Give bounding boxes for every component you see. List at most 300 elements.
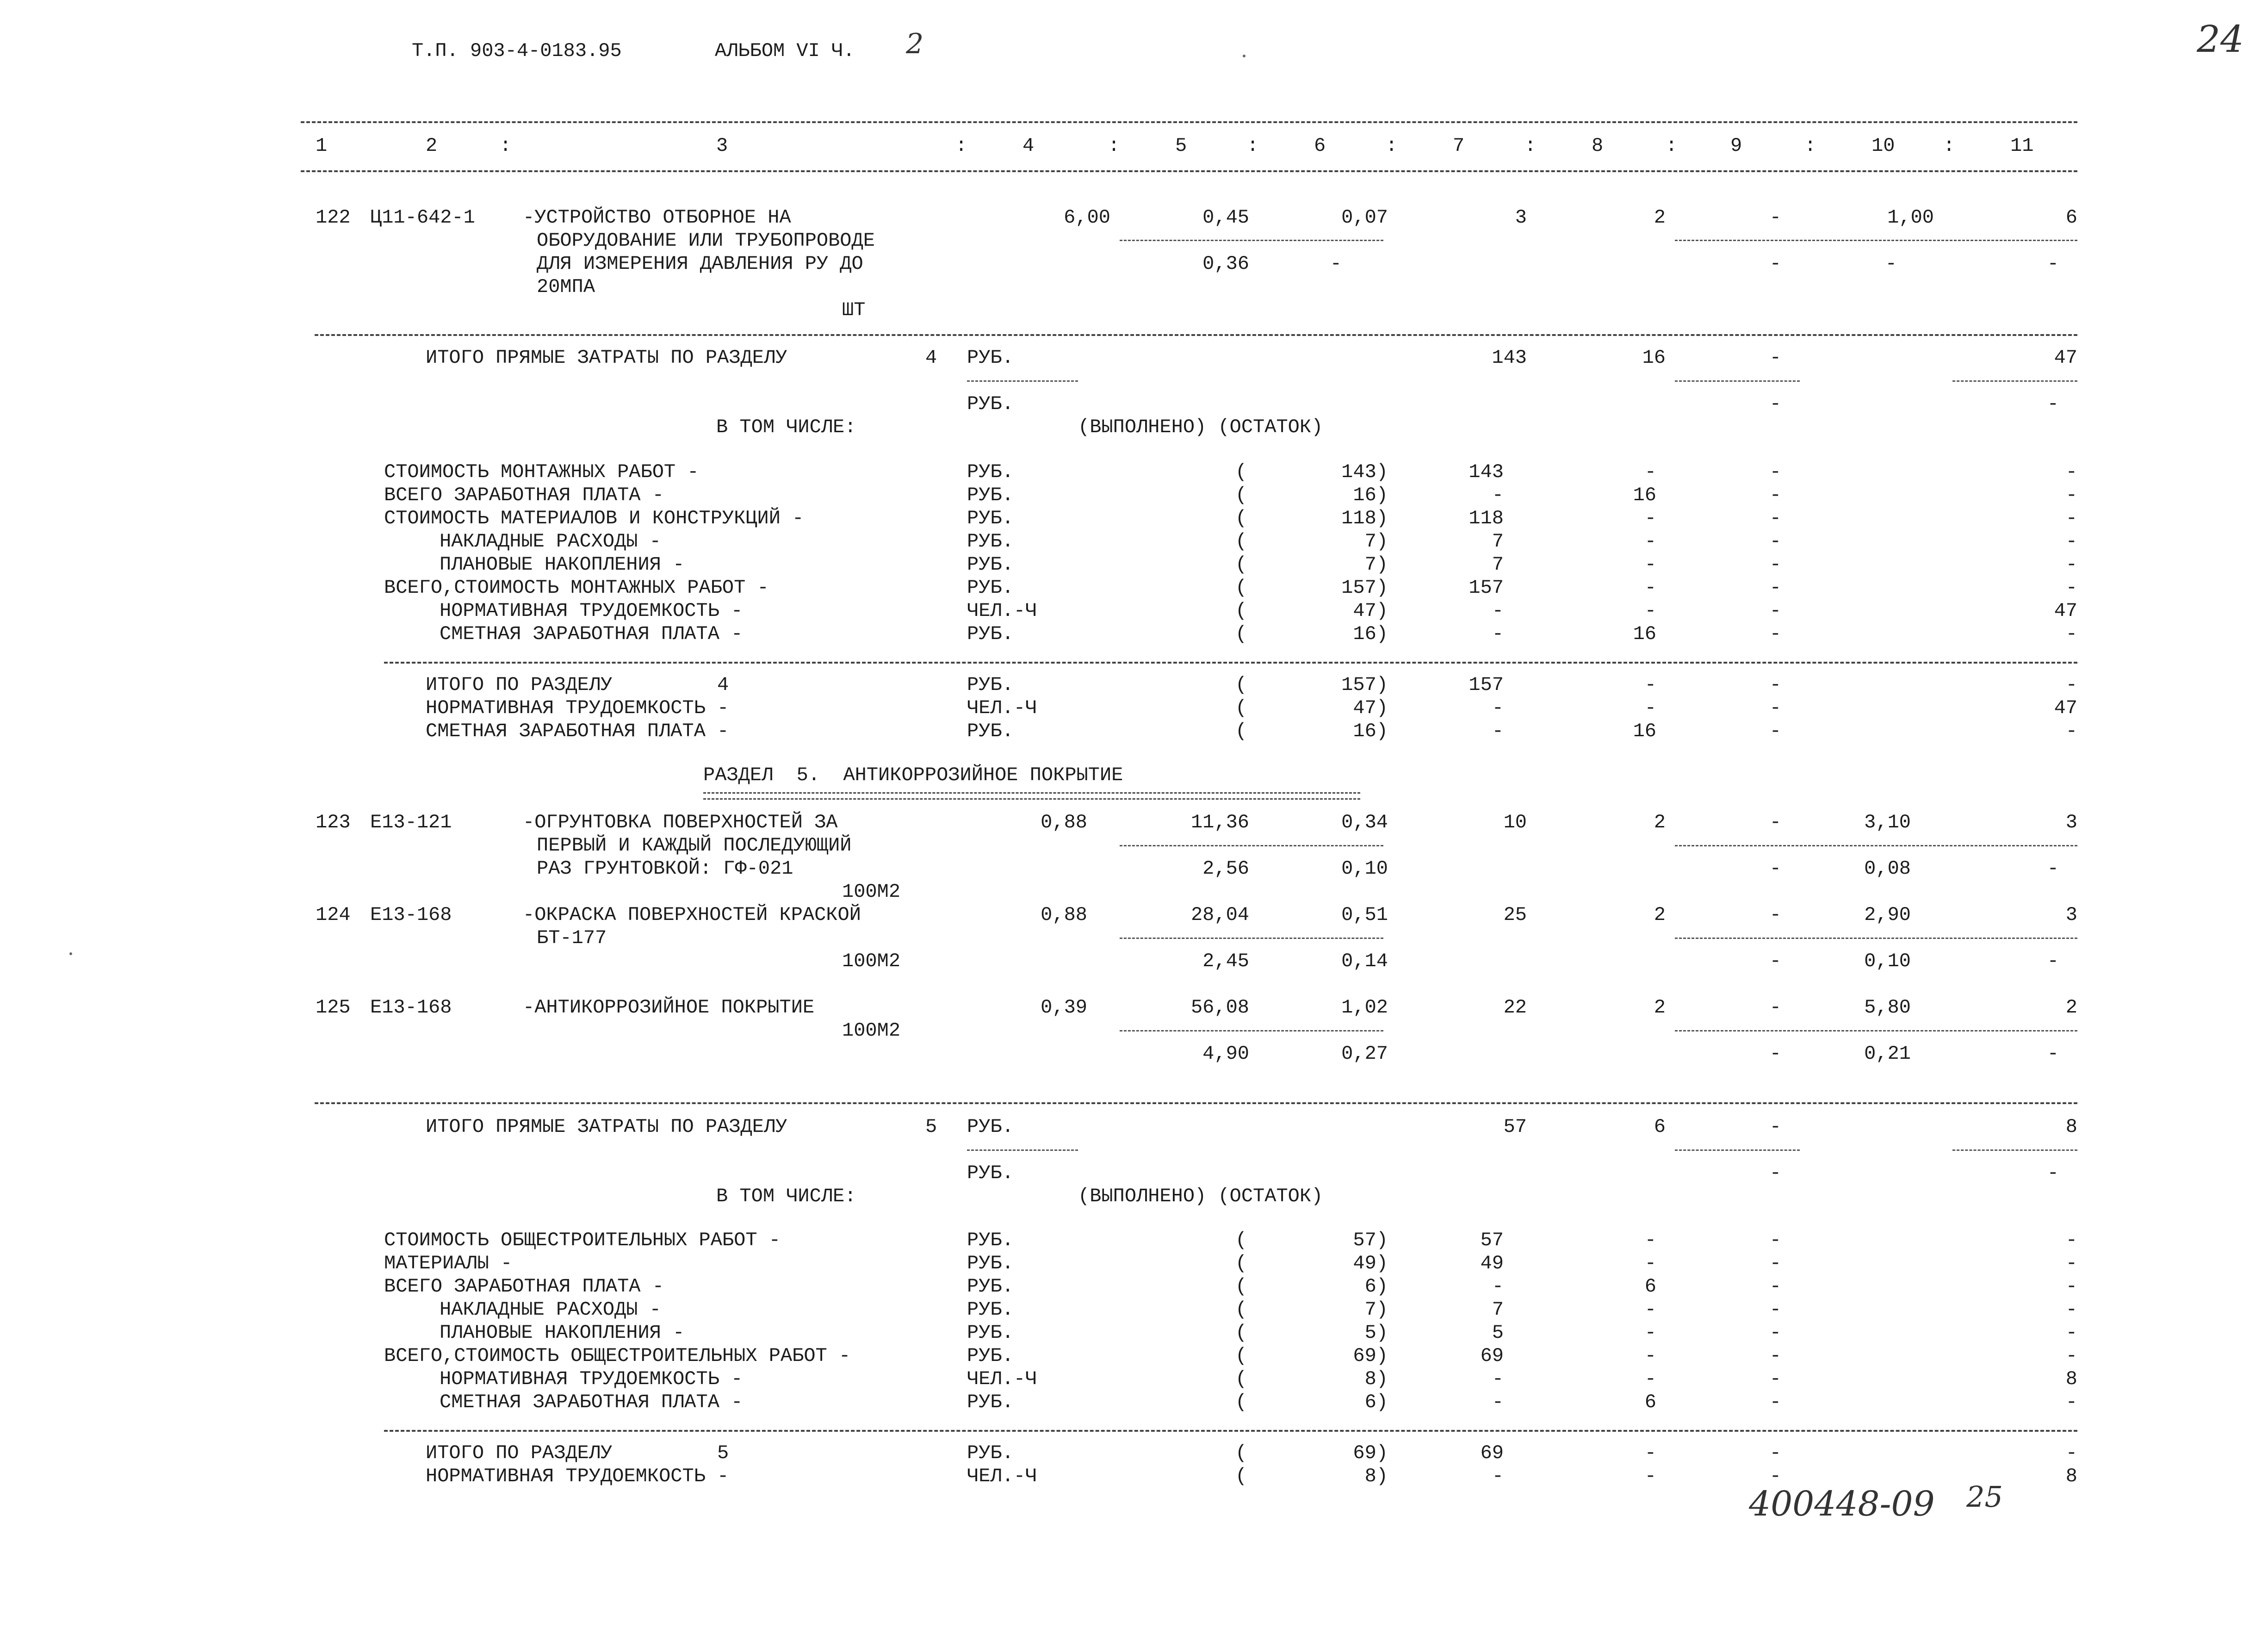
header-rule-bottom [301, 170, 2077, 172]
col-8: 8 [1592, 135, 1604, 157]
breakdown-done-value: 143) [1341, 461, 1388, 483]
breakdown-label: ПЛАНОВЫЕ НАКОПЛЕНИЯ - [440, 553, 685, 576]
section-number: 4 [925, 347, 937, 369]
open-paren: ( [1235, 600, 1247, 622]
breakdown-done-value: 6) [1364, 1391, 1388, 1413]
cell-c11b: - [2047, 253, 2059, 275]
breakdown-unit: РУБ. [967, 530, 1014, 553]
cell-separator [1675, 845, 2077, 846]
currency: РУБ. [967, 347, 1014, 369]
cell-c9: - [1769, 1229, 1781, 1251]
open-paren: ( [1235, 1465, 1247, 1487]
cell-c9: - [1769, 1465, 1781, 1487]
cell-c9: - [1769, 530, 1781, 553]
cell-separator [1952, 1149, 2077, 1151]
total-label: НОРМАТИВНАЯ ТРУДОЕМКОСТЬ - [426, 1465, 729, 1487]
cell-c7: - [1492, 484, 1504, 506]
total-unit: РУБ. [967, 1442, 1014, 1464]
breakdown-unit: РУБ. [967, 1391, 1014, 1413]
cell-c5b: 2,56 [1202, 857, 1249, 880]
cell-c4: 6,00 [1064, 206, 1110, 229]
open-paren: ( [1235, 577, 1247, 599]
cell-c8: - [1644, 530, 1656, 553]
row-desc-line: 20МПА [537, 276, 595, 298]
cell-c7: - [1492, 1391, 1504, 1413]
cell-separator [1120, 938, 1383, 939]
cell-c9: - [1769, 1116, 1781, 1138]
open-paren: ( [1235, 1345, 1247, 1367]
breakdown-unit: ЧЕЛ.-Ч [967, 600, 1037, 622]
cell-c8: 2 [1654, 996, 1666, 1019]
cell-separator [967, 1149, 1078, 1151]
cell-c9: - [1769, 553, 1781, 576]
cell-c7: 69 [1480, 1442, 1504, 1464]
cell-c8: - [1644, 697, 1656, 719]
cell-c8: 6 [1654, 1116, 1666, 1138]
open-paren: ( [1235, 1252, 1247, 1274]
document-code: Т.П. 903-4-0183.95 [412, 40, 622, 62]
cell-separator [1675, 938, 2077, 939]
cell-c9: - [1769, 347, 1781, 369]
row-desc-line: -ОГРУНТОВКА ПОВЕРХНОСТЕЙ ЗА [523, 811, 838, 833]
col-10: 10 [1871, 135, 1895, 157]
cell-c9: - [1769, 1345, 1781, 1367]
cell-c9: - [1769, 577, 1781, 599]
row-number: 122 [316, 206, 351, 229]
cell-c7: 7 [1492, 530, 1504, 553]
cell-c11: - [2065, 507, 2077, 529]
breakdown-label: ВСЕГО,СТОИМОСТЬ МОНТАЖНЫХ РАБОТ - [384, 577, 769, 599]
cell-separator [1675, 240, 2077, 241]
header-rule-top [301, 121, 2077, 123]
cell-c11b: - [2047, 857, 2059, 880]
cell-separator [1952, 380, 2077, 382]
cell-c10b: 0,21 [1864, 1043, 1911, 1065]
open-paren: ( [1235, 697, 1247, 719]
breakdown-label: СМЕТНАЯ ЗАРАБОТНАЯ ПЛАТА - [440, 1391, 743, 1413]
cell-c7: 25 [1503, 904, 1527, 926]
total-section-number: 5 [717, 1442, 729, 1464]
cell-c4: 0,39 [1041, 996, 1087, 1019]
cell-c9: - [1769, 623, 1781, 645]
cell-c9: - [1769, 600, 1781, 622]
cell-c7: - [1492, 1465, 1504, 1487]
cell-separator [1675, 1030, 2077, 1031]
document-number-handwritten: 400448-09 [1749, 1484, 1935, 1524]
cell-c8: - [1644, 1465, 1656, 1487]
breakdown-done-value: 7) [1364, 530, 1388, 553]
cell-c9: - [1769, 1368, 1781, 1390]
cell-c10: 1,00 [1887, 206, 1934, 229]
cell-c8: - [1644, 1368, 1656, 1390]
cell-c7: - [1492, 1275, 1504, 1298]
cell-c11b: - [2047, 1043, 2059, 1065]
breakdown-done-value: 118) [1341, 507, 1388, 529]
col-11: 11 [2010, 135, 2034, 157]
total-section-number: 4 [717, 674, 729, 696]
cell-c8: - [1644, 1252, 1656, 1274]
cell-c9b: - [1769, 857, 1781, 880]
breakdown-unit: РУБ. [967, 1322, 1014, 1344]
breakdown-label: ВСЕГО,СТОИМОСТЬ ОБЩЕСТРОИТЕЛЬНЫХ РАБОТ - [384, 1345, 851, 1367]
album-label: АЛЬБОМ VI Ч. [715, 40, 855, 62]
row-unit: 100М2 [842, 1019, 901, 1042]
breakdown-unit: РУБ. [967, 1229, 1014, 1251]
currency: РУБ. [967, 393, 1014, 415]
breakdown-label: НОРМАТИВНАЯ ТРУДОЕМКОСТЬ - [440, 600, 743, 622]
cell-c6: 0,51 [1341, 904, 1388, 926]
scan-dot [1243, 55, 1246, 57]
cell-c9: - [1769, 1391, 1781, 1413]
breakdown-label: ВСЕГО ЗАРАБОТНАЯ ПЛАТА - [384, 1275, 664, 1298]
cell-c8: 16 [1633, 623, 1656, 645]
cell-c8: 6 [1644, 1275, 1656, 1298]
row-rule [315, 334, 2077, 336]
breakdown-done-value: 16) [1353, 484, 1388, 506]
cell-c8: - [1644, 600, 1656, 622]
col-3: 3 [716, 135, 728, 157]
row-code: Ц11-642-1 [370, 206, 475, 229]
cell-c11: - [2065, 577, 2077, 599]
row-code: Е13-168 [370, 904, 452, 926]
cell-c8: 16 [1642, 347, 1666, 369]
total-done-value: 16) [1353, 720, 1388, 742]
breakdown-done-value: 49) [1353, 1252, 1388, 1274]
col-2: 2 [426, 135, 438, 157]
row-desc-line: БТ-177 [537, 927, 607, 949]
document-page: Т.П. 903-4-0183.95 АЛЬБОМ VI Ч. 2 24 1 2 : 3 : 4 : 5 : 6 : 7 : 8 : 9 : 10 : 11 122 Ц11-642-1 -УСТРОЙСТВО ОТБОРНОЕ НА ОБОРУДОВАНИЕ ИЛИ ТРУБОПРОВОДЕ ДЛЯ ИЗМЕРЕНИЯ ДАВЛЕНИЯ РУ ДО 20МПА ШТ 6,00 0,45 0,07 3 2 - 1,00 6 0,36 - - - - ИТОГО ПРЯМЫЕ ЗАТРАТЫ ПО РАЗДЕЛУ 4 РУБ. 143 16 - 47 РУБ. - - В ТОМ ЧИСЛЕ: (ВЫПОЛНЕНО) (ОСТАТОК) СТОИМОСТЬ МОНТАЖНЫХ РАБОТ - РУБ. ( 143) 143 - - - ВСЕГО ЗАРАБОТНАЯ ПЛАТА - РУБ. ( 16) - 16 - - СТОИМОСТЬ МАТЕРИАЛОВ И КОНСТРУКЦИЙ - РУБ. ( 118) 118 - - - НАКЛАДНЫЕ РАСХОДЫ - РУБ. ( 7) 7 - - - ПЛАНОВЫЕ НАКОПЛЕНИЯ - РУБ. ( 7) 7 - - - ВСЕГО,СТОИМОСТЬ МОНТАЖНЫХ РАБОТ - РУБ. ( 157) 157 - - - НОРМАТИВНАЯ ТРУДОЕМКОСТЬ - ЧЕЛ.-Ч ( 47) - - - 47 СМЕТНАЯ ЗАРАБОТНАЯ ПЛАТА - РУБ. ( 16) - 16 - - ИТОГО ПО РАЗДЕЛУ 4 РУБ. ( 157) 157 - - - НОРМАТИВНАЯ ТРУДОЕМКОСТЬ - ЧЕЛ.-Ч ( 47) - - - 47 СМЕТНАЯ ЗАРАБОТНАЯ ПЛАТА - РУБ. ( 16) - 16 - - РАЗДЕЛ 5. АНТИКОРРОЗИЙНОЕ ПОКРЫТИЕ 123 Е13-121 -ОГРУНТОВКА ПОВЕРХНОСТЕЙ ЗА ПЕРВЫЙ И КАЖДЫЙ ПОСЛЕДУЮЩИЙ РАЗ ГРУНТОВКОЙ: ГФ-021 100М2 0,88 11,36 0,34 10 2 - 3,10 3 2,56 0,10 - 0,08 - 124 Е13-168 -ОКРАСКА ПОВЕРХНОСТЕЙ КРАСКОЙ БТ-177 100М2 0,88 28,04 0,51 25 2 - 2,90 3 2,45 0,14 - 0,10 - 125 Е13-168 -АНТИКОРРОЗИЙНОЕ ПОКРЫТИЕ 100М2 0,39 56,08 1,02 22 2 - 5,80 2 4,90 0,27 - 0,21 - ИТОГО ПРЯМЫЕ ЗАТРАТЫ ПО РАЗДЕЛУ 5 РУБ. 57 6 - 8 РУБ. - - В ТОМ ЧИСЛЕ: (ВЫПОЛНЕНО) (ОСТАТОК) СТОИМОСТЬ ОБЩЕСТРОИТЕЛЬНЫХ РАБОТ - РУБ. ( 57) 57 - - - МАТЕРИАЛЫ - РУБ. ( 49) 49 - - - ВСЕГО ЗАРАБОТНАЯ ПЛАТА - РУБ. ( 6) - 6 - - НАКЛАДНЫЕ РАСХОДЫ - РУБ. ( 7) 7 - - - ПЛАНОВЫЕ НАКОПЛЕНИЯ - РУБ. ( 5) 5 - - - ВСЕГО,СТОИМОСТЬ ОБЩЕСТРОИТЕЛЬНЫХ РАБОТ - РУБ. ( 69) 69 - - - НОРМАТИВНАЯ ТРУДОЕМКОСТЬ - ЧЕЛ.-Ч ( 8) - - - 8 СМЕТНАЯ ЗАРАБОТНАЯ ПЛАТА - РУБ. ( 6) - 6 - - ИТОГО ПО РАЗДЕЛУ 5 РУБ. ( 69) 69 - - - НОРМАТИВНАЯ ТРУДОЕМКОСТЬ - ЧЕЛ.-Ч ( 8) - - - 8 400448-09 25 [0, 0, 2268, 1640]
cell-c7: 7 [1492, 553, 1504, 576]
cell-c4: 0,88 [1041, 904, 1087, 926]
open-paren: ( [1235, 1442, 1247, 1464]
direct-costs-label: ИТОГО ПРЯМЫЕ ЗАТРАТЫ ПО РАЗДЕЛУ [426, 1116, 787, 1138]
cell-c8: 2 [1654, 904, 1666, 926]
cell-c9: - [1769, 697, 1781, 719]
open-paren: ( [1235, 1391, 1247, 1413]
cell-c6b: 0,14 [1341, 950, 1388, 972]
cell-c9: - [1769, 811, 1781, 833]
cell-c9: - [1769, 393, 1781, 415]
cell-separator [1120, 1030, 1383, 1031]
currency: РУБ. [967, 1162, 1014, 1184]
cell-c7: 118 [1469, 507, 1504, 529]
row-desc-line: ОБОРУДОВАНИЕ ИЛИ ТРУБОПРОВОДЕ [537, 230, 875, 252]
cell-c11: - [2047, 393, 2059, 415]
cell-c7: 57 [1480, 1229, 1504, 1251]
cell-separator [1120, 240, 1383, 241]
cell-c8: 16 [1633, 720, 1656, 742]
cell-c9: - [1769, 1298, 1781, 1321]
breakdown-label: НАКЛАДНЫЕ РАСХОДЫ - [440, 1298, 661, 1321]
total-unit: РУБ. [967, 674, 1014, 696]
cell-c10b: 0,10 [1864, 950, 1911, 972]
open-paren: ( [1235, 674, 1247, 696]
breakdown-done-value: 57) [1353, 1229, 1388, 1251]
row-unit: 100М2 [842, 950, 901, 972]
cell-c6b: 0,10 [1341, 857, 1388, 880]
open-paren: ( [1235, 530, 1247, 553]
breakdown-label: НОРМАТИВНАЯ ТРУДОЕМКОСТЬ - [440, 1368, 743, 1390]
cell-c7: 7 [1492, 1298, 1504, 1321]
cell-c10: 2,90 [1864, 904, 1911, 926]
row-desc-line: -АНТИКОРРОЗИЙНОЕ ПОКРЫТИЕ [523, 996, 815, 1019]
cell-c11: - [2047, 1162, 2059, 1184]
open-paren: ( [1235, 1229, 1247, 1251]
breakdown-done-value: 16) [1353, 623, 1388, 645]
breakdown-unit: РУБ. [967, 484, 1014, 506]
total-done-value: 47) [1353, 697, 1388, 719]
cell-c7: - [1492, 1368, 1504, 1390]
cell-c9: - [1769, 996, 1781, 1019]
cell-separator [1675, 380, 1800, 382]
row-code: Е13-168 [370, 996, 452, 1019]
cell-c7: - [1492, 600, 1504, 622]
breakdown-done-value: 6) [1364, 1275, 1388, 1298]
cell-c8: - [1644, 1442, 1656, 1464]
open-paren: ( [1235, 484, 1247, 506]
cell-c9: - [1769, 1275, 1781, 1298]
cell-c9: - [1769, 206, 1781, 229]
cell-c7: 22 [1503, 996, 1527, 1019]
total-unit: РУБ. [967, 720, 1014, 742]
cell-c9: - [1769, 1322, 1781, 1344]
col-5: 5 [1175, 135, 1187, 157]
cell-c11: - [2065, 461, 2077, 483]
breakdown-unit: РУБ. [967, 577, 1014, 599]
cell-c8: - [1644, 577, 1656, 599]
breakdown-done-value: 157) [1341, 577, 1388, 599]
total-label: ИТОГО ПО РАЗДЕЛУ [426, 674, 613, 696]
cell-c8: - [1644, 1229, 1656, 1251]
cell-c6b: - [1330, 253, 1342, 275]
cell-c9b: - [1769, 253, 1781, 275]
breakdown-label: СМЕТНАЯ ЗАРАБОТНАЯ ПЛАТА - [440, 623, 743, 645]
total-label: СМЕТНАЯ ЗАРАБОТНАЯ ПЛАТА - [426, 720, 729, 742]
cell-c7: 69 [1480, 1345, 1504, 1367]
section-5-title: РАЗДЕЛ 5. АНТИКОРРОЗИЙНОЕ ПОКРЫТИЕ [703, 764, 1123, 786]
row-desc-line: ДЛЯ ИЗМЕРЕНИЯ ДАВЛЕНИЯ РУ ДО [537, 253, 863, 275]
col-9: 9 [1730, 135, 1742, 157]
cell-c7: 49 [1480, 1252, 1504, 1274]
cell-c8: - [1644, 1298, 1656, 1321]
cell-c7: - [1492, 697, 1504, 719]
cell-c10: 3,10 [1864, 811, 1911, 833]
cell-c8: - [1644, 553, 1656, 576]
cell-c6: 0,07 [1341, 206, 1388, 229]
breakdown-done-value: 69) [1353, 1345, 1388, 1367]
cell-c6: 1,02 [1341, 996, 1388, 1019]
cell-separator [967, 380, 1078, 382]
cell-c9b: - [1769, 950, 1781, 972]
cell-c5: 11,36 [1190, 811, 1249, 833]
row-desc-line: -ОКРАСКА ПОВЕРХНОСТЕЙ КРАСКОЙ [523, 904, 861, 926]
cell-c11: 47 [2054, 697, 2077, 719]
row-unit: 100М2 [842, 881, 901, 903]
breakdown-done-value: 5) [1364, 1322, 1388, 1344]
col-6: 6 [1314, 135, 1326, 157]
currency: РУБ. [967, 1116, 1014, 1138]
cell-c8: - [1644, 1322, 1656, 1344]
cell-c6: 0,34 [1341, 811, 1388, 833]
cell-c9: - [1769, 461, 1781, 483]
row-code: Е13-121 [370, 811, 452, 833]
cell-c8: - [1644, 674, 1656, 696]
cell-c7: 3 [1515, 206, 1527, 229]
cell-c5b: 0,36 [1202, 253, 1249, 275]
total-done-value: 69) [1353, 1442, 1388, 1464]
cell-c9: - [1769, 1252, 1781, 1274]
breakdown-label: ПЛАНОВЫЕ НАКОПЛЕНИЯ - [440, 1322, 685, 1344]
breakdown-unit: РУБ. [967, 507, 1014, 529]
cell-c9: - [1769, 484, 1781, 506]
cell-c11: - [2065, 1391, 2077, 1413]
cell-c9: - [1769, 1162, 1781, 1184]
cell-c10b: 0,08 [1864, 857, 1911, 880]
row-desc-line: -УСТРОЙСТВО ОТБОРНОЕ НА [523, 206, 791, 229]
cell-c6b: 0,27 [1341, 1043, 1388, 1065]
col-1: 1 [316, 135, 328, 157]
subtotal-rule [384, 1430, 2077, 1432]
cell-c7: - [1492, 720, 1504, 742]
cell-c10b: - [1885, 253, 1897, 275]
open-paren: ( [1235, 1322, 1247, 1344]
cell-c7: 157 [1469, 577, 1504, 599]
open-paren: ( [1235, 1275, 1247, 1298]
total-label: ИТОГО ПО РАЗДЕЛУ [426, 1442, 613, 1464]
open-paren: ( [1235, 1368, 1247, 1390]
total-unit: ЧЕЛ.-Ч [967, 1465, 1037, 1487]
breakdown-label: МАТЕРИАЛЫ - [384, 1252, 513, 1274]
cell-c8: 16 [1633, 484, 1656, 506]
breakdown-done-value: 47) [1353, 600, 1388, 622]
cell-c11b: - [2047, 950, 2059, 972]
open-paren: ( [1235, 720, 1247, 742]
cell-c11: - [2065, 674, 2077, 696]
open-paren: ( [1235, 507, 1247, 529]
cell-c7: 57 [1503, 1116, 1527, 1138]
cell-c11: 8 [2065, 1116, 2077, 1138]
total-done-value: 157) [1341, 674, 1388, 696]
cell-c11: - [2065, 1298, 2077, 1321]
cell-c11: - [2065, 1345, 2077, 1367]
cell-c11: 2 [2065, 996, 2077, 1019]
row-number: 125 [316, 996, 351, 1019]
section-number: 5 [925, 1116, 937, 1138]
cell-c9: - [1769, 720, 1781, 742]
cell-c11: - [2065, 1442, 2077, 1464]
total-unit: ЧЕЛ.-Ч [967, 697, 1037, 719]
breakdown-unit: РУБ. [967, 623, 1014, 645]
cell-c5b: 2,45 [1202, 950, 1249, 972]
cell-c5: 28,04 [1190, 904, 1249, 926]
cell-c8: - [1644, 1345, 1656, 1367]
total-done-value: 8) [1364, 1465, 1388, 1487]
cell-c11: - [2065, 553, 2077, 576]
cell-c11: - [2065, 484, 2077, 506]
done-remaining-label: (ВЫПОЛНЕНО) (ОСТАТОК) [1078, 416, 1323, 438]
cell-separator [1675, 1149, 1800, 1151]
open-paren: ( [1235, 461, 1247, 483]
breakdown-done-value: 7) [1364, 1298, 1388, 1321]
cell-c11: - [2065, 1322, 2077, 1344]
including-label: В ТОМ ЧИСЛЕ: [716, 1185, 856, 1207]
col-4: 4 [1022, 135, 1035, 157]
breakdown-done-value: 8) [1364, 1368, 1388, 1390]
breakdown-unit: РУБ. [967, 461, 1014, 483]
cell-c7: 5 [1492, 1322, 1504, 1344]
cell-c8: 6 [1644, 1391, 1656, 1413]
cell-c7: 143 [1469, 461, 1504, 483]
cell-c9: - [1769, 674, 1781, 696]
breakdown-label: ВСЕГО ЗАРАБОТНАЯ ПЛАТА - [384, 484, 664, 506]
cell-c9: - [1769, 1442, 1781, 1464]
cell-c8: - [1644, 507, 1656, 529]
title-underline [703, 792, 1360, 800]
done-remaining-label: (ВЫПОЛНЕНО) (ОСТАТОК) [1078, 1185, 1323, 1207]
breakdown-unit: РУБ. [967, 1298, 1014, 1321]
cell-c7: - [1492, 623, 1504, 645]
breakdown-unit: РУБ. [967, 1252, 1014, 1274]
row-number: 123 [316, 811, 351, 833]
cell-c9: - [1769, 507, 1781, 529]
open-paren: ( [1235, 553, 1247, 576]
cell-c11: 3 [2065, 811, 2077, 833]
cell-c8: 2 [1654, 811, 1666, 833]
row-rule [315, 1102, 2077, 1104]
cell-separator [1120, 845, 1383, 846]
row-desc-line: ПЕРВЫЙ И КАЖДЫЙ ПОСЛЕДУЮЩИЙ [537, 834, 852, 857]
cell-c8: 2 [1654, 206, 1666, 229]
cell-c4: 0,88 [1041, 811, 1087, 833]
including-label: В ТОМ ЧИСЛЕ: [716, 416, 856, 438]
row-number: 124 [316, 904, 351, 926]
direct-costs-label: ИТОГО ПРЯМЫЕ ЗАТРАТЫ ПО РАЗДЕЛУ [426, 347, 787, 369]
page-number-handwritten: 25 [1966, 1480, 2003, 1514]
cell-c11: - [2065, 1252, 2077, 1274]
cell-c5: 56,08 [1190, 996, 1249, 1019]
subtotal-rule [384, 662, 2077, 664]
cell-c11: - [2065, 1229, 2077, 1251]
breakdown-unit: РУБ. [967, 1275, 1014, 1298]
cell-c7: 10 [1503, 811, 1527, 833]
cell-c5: 0,45 [1202, 206, 1249, 229]
cell-c11: 47 [2054, 600, 2077, 622]
cell-c11: 6 [2065, 206, 2077, 229]
cell-c11: 47 [2054, 347, 2077, 369]
cell-c11: 8 [2065, 1465, 2077, 1487]
breakdown-label: СТОИМОСТЬ МОНТАЖНЫХ РАБОТ - [384, 461, 699, 483]
album-part-handwritten: 2 [906, 28, 924, 60]
cell-c11: - [2065, 623, 2077, 645]
breakdown-label: СТОИМОСТЬ ОБЩЕСТРОИТЕЛЬНЫХ РАБОТ - [384, 1229, 781, 1251]
breakdown-label: СТОИМОСТЬ МАТЕРИАЛОВ И КОНСТРУКЦИЙ - [384, 507, 804, 529]
cell-c7: 157 [1469, 674, 1504, 696]
breakdown-unit: РУБ. [967, 553, 1014, 576]
row-unit: ШТ [842, 299, 866, 321]
cell-c11: - [2065, 1275, 2077, 1298]
total-label: НОРМАТИВНАЯ ТРУДОЕМКОСТЬ - [426, 697, 729, 719]
cell-c11: - [2065, 530, 2077, 553]
cell-c11: 3 [2065, 904, 2077, 926]
breakdown-unit: ЧЕЛ.-Ч [967, 1368, 1037, 1390]
cell-c9b: - [1769, 1043, 1781, 1065]
cell-c10: 5,80 [1864, 996, 1911, 1019]
breakdown-unit: РУБ. [967, 1345, 1014, 1367]
cell-c9: - [1769, 904, 1781, 926]
open-paren: ( [1235, 623, 1247, 645]
cell-c11: - [2065, 720, 2077, 742]
cell-c7: 143 [1492, 347, 1527, 369]
